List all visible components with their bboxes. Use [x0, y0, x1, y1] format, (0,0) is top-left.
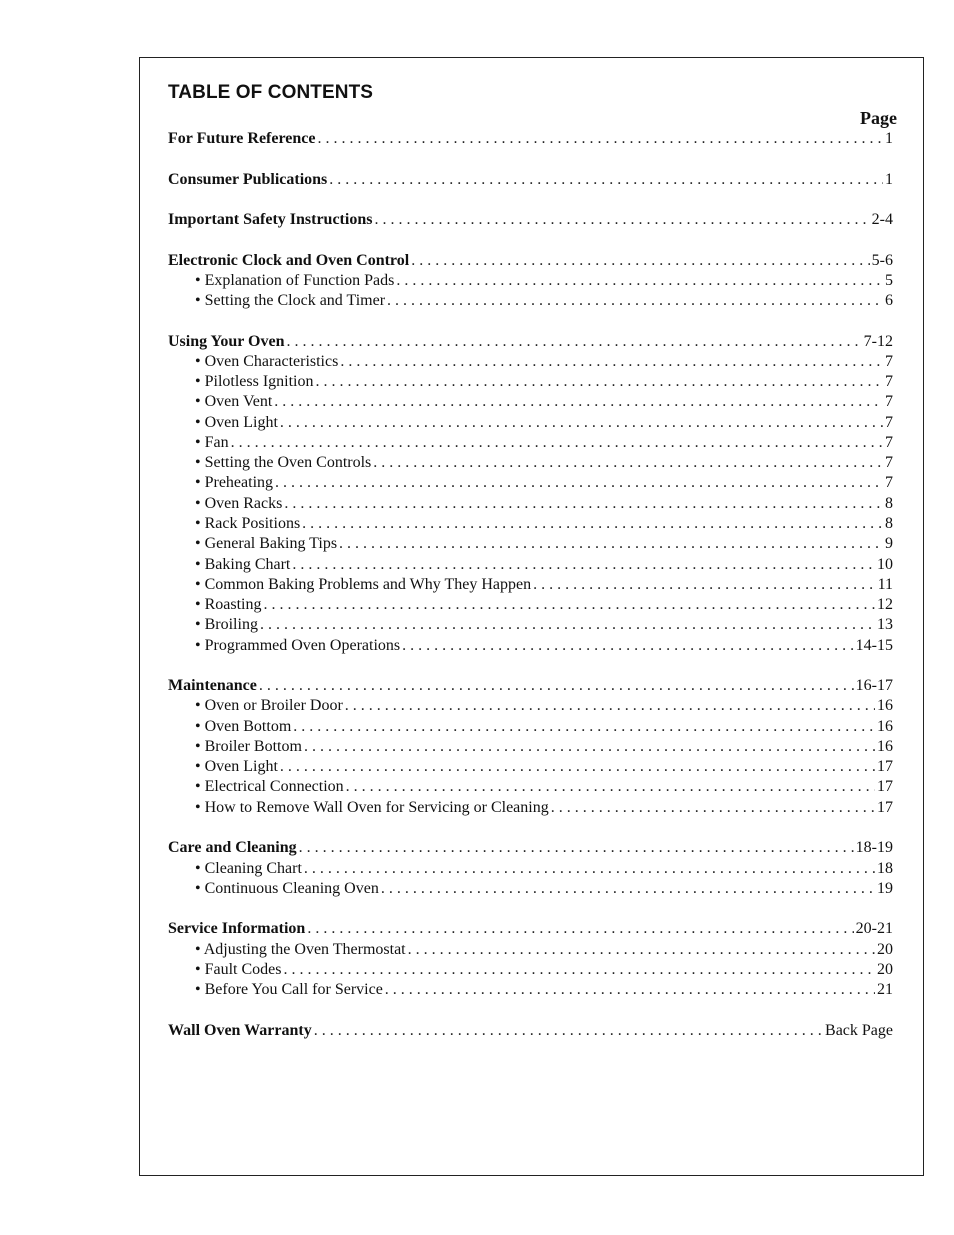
- toc-entry-label: • Oven Vent: [195, 393, 273, 410]
- toc-subsection: [195, 555, 893, 575]
- toc-subsection: [195, 980, 893, 1000]
- toc-entry-label: • Rack Positions: [195, 515, 301, 532]
- toc-entry-label: Maintenance: [168, 677, 257, 694]
- toc-entry-label: • Adjusting the Oven Thermostat: [195, 941, 406, 958]
- toc-entry-page: 5: [885, 272, 893, 289]
- dot-leader: [264, 595, 876, 615]
- toc-section: [168, 838, 893, 858]
- toc-subsection: [195, 291, 893, 311]
- toc-subsection: [195, 595, 893, 615]
- toc-subsection: [195, 534, 893, 554]
- toc-entry-page: 7: [885, 353, 893, 370]
- toc-entry-page: 5-6: [871, 252, 893, 269]
- dot-leader: [280, 757, 875, 777]
- toc-entry-label: • Explanation of Function Pads: [195, 272, 395, 289]
- toc-entry-label: For Future Reference: [168, 130, 316, 147]
- toc-entry-label: • Fault Codes: [195, 961, 282, 978]
- toc-entry-page: 14-15: [855, 637, 893, 654]
- toc-entry-label: • Setting the Oven Controls: [195, 454, 372, 471]
- dot-leader: [292, 555, 875, 575]
- toc-entry-page: 7: [885, 454, 893, 471]
- toc-entry-page: 7: [885, 414, 893, 431]
- toc-entry-page: 16: [877, 718, 893, 735]
- toc-entry-label: • Cleaning Chart: [195, 860, 302, 877]
- toc-subsection: [195, 575, 893, 595]
- dot-leader: [259, 676, 854, 696]
- toc-subsection: [195, 636, 893, 656]
- dot-leader: [286, 332, 861, 352]
- toc-entry-label: • Oven or Broiler Door: [195, 697, 343, 714]
- toc-entry-page: 16: [877, 738, 893, 755]
- toc-entry-label: Care and Cleaning: [168, 839, 297, 856]
- toc-subsection: [195, 798, 893, 818]
- dot-leader: [346, 777, 875, 797]
- dot-leader: [551, 798, 875, 818]
- toc-entry-label: • Baking Chart: [195, 556, 291, 573]
- toc-entry-label: • Broiler Bottom: [195, 738, 302, 755]
- dot-leader: [381, 879, 875, 899]
- toc-entry-label: • Pilotless Ignition: [195, 373, 314, 390]
- dot-leader: [284, 494, 883, 514]
- toc-subsection: [195, 473, 893, 493]
- dot-leader: [340, 352, 883, 372]
- toc-subsection: [195, 494, 893, 514]
- toc-entry-label: • General Baking Tips: [195, 535, 338, 552]
- dot-leader: [284, 960, 876, 980]
- toc-entry-label: • Oven Bottom: [195, 718, 292, 735]
- dot-leader: [302, 514, 883, 534]
- dot-leader: [307, 919, 853, 939]
- toc-subsection: [195, 960, 893, 980]
- dot-leader: [408, 940, 875, 960]
- toc-entry-label: • Continuous Cleaning Oven: [195, 880, 379, 897]
- toc-subsection: [195, 413, 893, 433]
- dot-leader: [318, 129, 884, 149]
- toc-entry-label: Using Your Oven: [168, 333, 285, 350]
- toc-entry-page: 11: [877, 576, 893, 593]
- toc-entry-page: 12: [877, 596, 893, 613]
- toc-entry-label: • Oven Light: [195, 758, 278, 775]
- dot-leader: [329, 170, 883, 190]
- dot-leader: [314, 1021, 823, 1041]
- toc-entry-label: Important Safety Instructions: [168, 211, 373, 228]
- dot-leader: [402, 636, 854, 656]
- toc-entry-page: 7: [885, 373, 893, 390]
- dot-leader: [260, 615, 875, 635]
- dot-leader: [396, 271, 883, 291]
- dot-leader: [411, 251, 869, 271]
- toc-entry-label: • Oven Racks: [195, 495, 283, 512]
- toc-entry-page: 2-4: [871, 211, 893, 228]
- toc-subsection: [195, 433, 893, 453]
- toc-entry-page: 6: [885, 292, 893, 309]
- toc-entry-page: 7: [885, 474, 893, 491]
- toc-entry-label: Service Information: [168, 920, 306, 937]
- toc-entry-label: • How to Remove Wall Oven for Servicing or Cleaning: [195, 799, 549, 816]
- toc-section: [168, 129, 893, 149]
- dot-leader: [345, 696, 875, 716]
- toc-section: [168, 676, 893, 696]
- toc-subsection: [195, 372, 893, 392]
- toc-subsection: [195, 352, 893, 372]
- toc-subsection: [195, 514, 893, 534]
- toc-entry-page: Back Page: [825, 1022, 893, 1039]
- toc-title: TABLE OF CONTENTS: [168, 82, 374, 103]
- toc-entry-label: • Electrical Connection: [195, 778, 344, 795]
- toc-entry-label: • Oven Light: [195, 414, 278, 431]
- toc-entry-label: • Roasting: [195, 596, 262, 613]
- dot-leader: [275, 473, 883, 493]
- toc-subsection: [195, 392, 893, 412]
- toc-entry-page: 7: [885, 434, 893, 451]
- toc-entry-label: • Fan: [195, 434, 229, 451]
- toc-entry-label: Consumer Publications: [168, 171, 328, 188]
- toc-entry-label: • Before You Call for Service: [195, 981, 383, 998]
- toc-entry-label: Electronic Clock and Oven Control: [168, 252, 410, 269]
- toc-section: [168, 210, 893, 230]
- toc-entry-page: 20-21: [855, 920, 893, 937]
- toc-entry-label: • Preheating: [195, 474, 274, 491]
- toc-entry-page: 20: [877, 961, 893, 978]
- dot-leader: [373, 453, 883, 473]
- toc-entry-page: 1: [885, 171, 893, 188]
- toc-subsection: [195, 737, 893, 757]
- toc-entry-label: • Common Baking Problems and Why They Happen: [195, 576, 532, 593]
- toc-entry-page: 18-19: [855, 839, 893, 856]
- toc-entry-page: 21: [877, 981, 893, 998]
- toc-entry-label: • Programmed Oven Operations: [195, 637, 401, 654]
- toc-entry-page: 10: [877, 556, 893, 573]
- toc-entry-label: • Broiling: [195, 616, 258, 633]
- toc-section: [168, 332, 893, 352]
- toc-entry-page: 16-17: [855, 677, 893, 694]
- toc-subsection: [195, 859, 893, 879]
- page-column-header: Page: [860, 108, 897, 128]
- toc-entry-page: 17: [877, 799, 893, 816]
- dot-leader: [339, 534, 883, 554]
- toc-subsection: [195, 879, 893, 899]
- toc-entry-page: 17: [877, 778, 893, 795]
- toc-entry-label: • Oven Characteristics: [195, 353, 339, 370]
- dot-leader: [299, 838, 854, 858]
- toc-subsection: [195, 940, 893, 960]
- dot-leader: [385, 980, 875, 1000]
- toc-entry-label: Wall Oven Warranty: [168, 1022, 312, 1039]
- dot-leader: [304, 859, 875, 879]
- toc-section: [168, 1021, 893, 1041]
- dot-leader: [274, 392, 883, 412]
- toc-section: [168, 251, 893, 271]
- dot-leader: [316, 372, 884, 392]
- toc-subsection: [195, 757, 893, 777]
- toc-section: [168, 919, 893, 939]
- dot-leader: [280, 413, 883, 433]
- dot-leader: [387, 291, 883, 311]
- toc-entry-page: 8: [885, 515, 893, 532]
- toc-entry-page: 1: [885, 130, 893, 147]
- toc-entry-page: 7-12: [863, 333, 893, 350]
- toc-subsection: [195, 717, 893, 737]
- dot-leader: [374, 210, 869, 230]
- dot-leader: [304, 737, 875, 757]
- toc-subsection: [195, 777, 893, 797]
- dot-leader: [533, 575, 876, 595]
- toc-entry-page: 19: [877, 880, 893, 897]
- toc-entry-page: 13: [877, 616, 893, 633]
- toc-entry-page: 8: [885, 495, 893, 512]
- toc-entry-page: 20: [877, 941, 893, 958]
- toc-entry-page: 18: [877, 860, 893, 877]
- toc-entry-page: 16: [877, 697, 893, 714]
- toc-subsection: [195, 453, 893, 473]
- toc-subsection: [195, 696, 893, 716]
- toc-entry-page: 9: [885, 535, 893, 552]
- toc-entry-page: 17: [877, 758, 893, 775]
- toc-subsection: [195, 271, 893, 291]
- toc-entry-label: • Setting the Clock and Timer: [195, 292, 386, 309]
- toc-section: [168, 170, 893, 190]
- dot-leader: [293, 717, 875, 737]
- toc-entry-page: 7: [885, 393, 893, 410]
- toc-subsection: [195, 615, 893, 635]
- dot-leader: [231, 433, 883, 453]
